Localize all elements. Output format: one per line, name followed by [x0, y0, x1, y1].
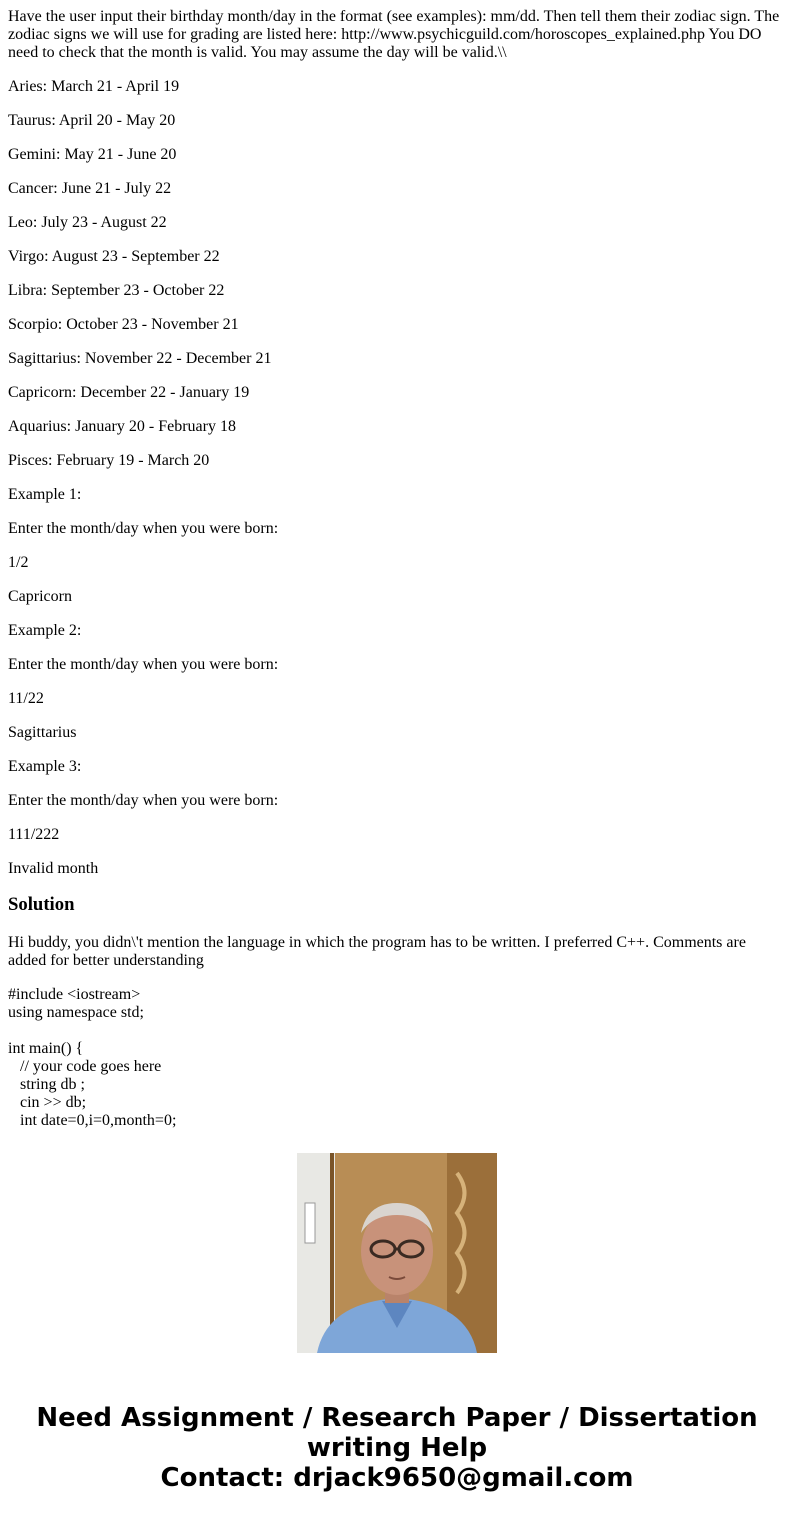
question-line: Invalid month: [8, 860, 99, 877]
person-photo-icon: [297, 1153, 497, 1353]
question-line: Capricorn: December 22 - January 19: [8, 384, 250, 401]
question-line: Leo: July 23 - August 22: [8, 214, 167, 231]
question-line: Example 2:: [8, 622, 82, 639]
promo-contact: Contact: drjack9650@gmail.com: [160, 1463, 634, 1493]
question-line: Enter the month/day when you were born:: [8, 656, 279, 673]
question-lines: [8, 78, 786, 878]
promo-banner: [0, 1403, 794, 1493]
code-line: string db ;: [8, 1076, 85, 1093]
solution-heading: Solution: [8, 894, 75, 915]
code-line: using namespace std;: [8, 1004, 144, 1021]
question-line: Virgo: August 23 - September 22: [8, 248, 220, 265]
question-line: Capricorn: [8, 588, 72, 605]
question-line: Taurus: April 20 - May 20: [8, 112, 176, 129]
document-content: [8, 8, 786, 1129]
question-line: Example 1:: [8, 486, 82, 503]
code-line: [8, 1022, 786, 1040]
code-line: // your code goes here: [8, 1058, 162, 1075]
question-line: Gemini: May 21 - June 20: [8, 146, 177, 163]
question-line: Enter the month/day when you were born:: [8, 792, 279, 809]
question-line: Scorpio: October 23 - November 21: [8, 316, 239, 333]
question-line: Enter the month/day when you were born:: [8, 520, 279, 537]
question-line: 111/222: [8, 826, 60, 843]
code-line: cin >> db;: [8, 1094, 87, 1111]
question-line: Sagittarius: [8, 724, 77, 741]
promo-line-2: writing Help: [306, 1433, 488, 1463]
code-line: int main() {: [8, 1040, 84, 1057]
question-line: 1/2: [8, 554, 29, 571]
solution-intro: Hi buddy, you didn\'t mention the language in which the program has to be written. I preferred C++. Comments are added for better understanding: [8, 934, 746, 969]
question-line: Cancer: June 21 - July 22: [8, 180, 172, 197]
question-line: 11/22: [8, 690, 44, 707]
code-block: [8, 986, 786, 1129]
question-intro: Have the user input their birthday month/day in the format (see examples): mm/dd. Then tell them their zodiac sign. The zodiac signs we will use for grading are listed here: http://www.psychicguild.com/horoscopes_explained.php You DO need to check that the month is valid. You may assume the day will be valid.\\: [8, 8, 780, 61]
code-line: #include <iostream>: [8, 986, 141, 1003]
promo-line-1: Need Assignment / Research Paper / Dissertation: [36, 1403, 758, 1433]
question-line: Libra: September 23 - October 22: [8, 282, 225, 299]
code-line: int date=0,i=0,month=0;: [8, 1112, 177, 1129]
question-line: Aries: March 21 - April 19: [8, 78, 180, 95]
question-line: Aquarius: January 20 - February 18: [8, 418, 236, 435]
question-line: Pisces: February 19 - March 20: [8, 452, 210, 469]
question-line: Example 3:: [8, 758, 82, 775]
question-line: Sagittarius: November 22 - December 21: [8, 350, 272, 367]
